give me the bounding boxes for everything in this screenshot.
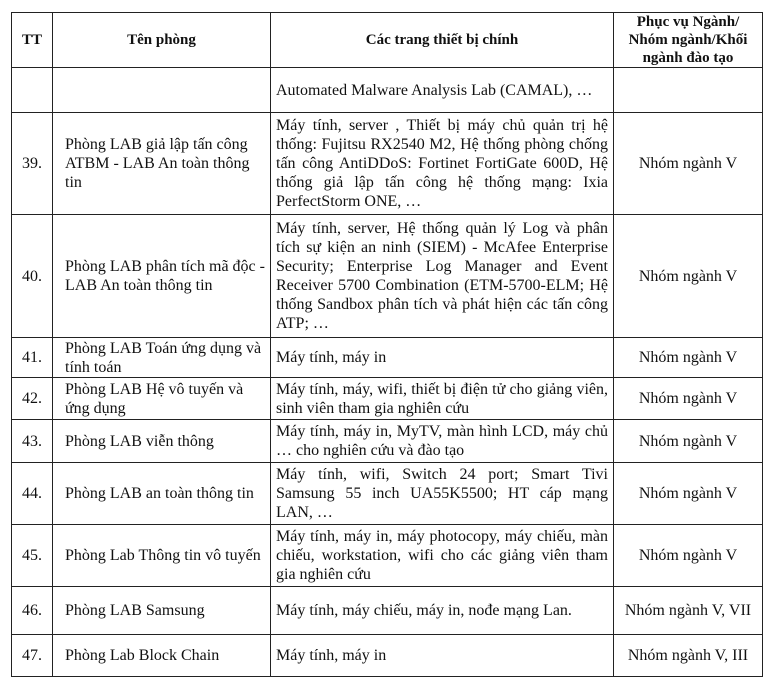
- training-group: Nhóm ngành V: [614, 215, 763, 338]
- equipment-list: Máy tính, máy in: [271, 635, 614, 677]
- table-row: [12, 525, 763, 587]
- equipment-list: Máy tính, máy, wifi, thiết bị điện tử cho giảng viên, sinh viên tham gia nghiên cứu: [271, 378, 614, 420]
- training-group: Nhóm ngành V: [614, 338, 763, 378]
- table-row: [12, 113, 763, 215]
- row-number: 39.: [12, 113, 53, 215]
- row-number: 40.: [12, 215, 53, 338]
- equipment-list: Máy tính, wifi, Switch 24 port; Smart Tivi Samsung 55 inch UA55K5500; HT cáp mạng LAN, …: [271, 463, 614, 525]
- row-number: 45.: [12, 525, 53, 587]
- equipment-list: Máy tính, máy chiếu, máy in, nođe mạng Lan.: [271, 587, 614, 635]
- header-tt: TT: [12, 13, 53, 68]
- equipment-list: Máy tính, server , Thiết bị máy chủ quản trị hệ thống: Fujitsu RX2540 M2, Hệ thống phòng chống tấn công AntiDDoS: Fortinet FortiGate 600D, Hệ thống giả lập tấn công hệ thống mạng: Ixia PerfectStorm ONE, …: [271, 113, 614, 215]
- row-number: 44.: [12, 463, 53, 525]
- header-equipment: Các trang thiết bị chính: [271, 13, 614, 68]
- table-row: [12, 378, 763, 420]
- table-row: [12, 463, 763, 525]
- equipment-list: Automated Malware Analysis Lab (CAMAL), …: [271, 68, 614, 113]
- equipment-list: Máy tính, máy in, MyTV, màn hình LCD, máy chủ … cho nghiên cứu và đào tạo: [271, 420, 614, 463]
- room-name: [53, 68, 271, 113]
- training-group: Nhóm ngành V: [614, 378, 763, 420]
- header-room-name: Tên phòng: [53, 13, 271, 68]
- table-header-row: [12, 13, 763, 68]
- equipment-list: Máy tính, máy in: [271, 338, 614, 378]
- training-group: Nhóm ngành V, VII: [614, 587, 763, 635]
- room-name: Phòng LAB Toán ứng dụng và tính toán: [53, 338, 271, 378]
- row-number: 43.: [12, 420, 53, 463]
- table-row: [12, 68, 763, 113]
- equipment-list: Máy tính, máy in, máy photocopy, máy chiếu, màn chiếu, workstation, wifi cho các giảng viên tham gia nghiên cứu: [271, 525, 614, 587]
- header-training-group: Phục vụ Ngành/ Nhóm ngành/Khối ngành đào tạo: [614, 13, 763, 68]
- table-row: [12, 215, 763, 338]
- room-name: Phòng Lab Block Chain: [53, 635, 271, 677]
- training-group: Nhóm ngành V, III: [614, 635, 763, 677]
- row-number: 47.: [12, 635, 53, 677]
- room-name: Phòng LAB phân tích mã độc - LAB An toàn thông tin: [53, 215, 271, 338]
- table-row: [12, 420, 763, 463]
- room-name: Phòng LAB an toàn thông tin: [53, 463, 271, 525]
- lab-equipment-table: [11, 12, 763, 677]
- row-number: [12, 68, 53, 113]
- table-row: [12, 635, 763, 677]
- room-name: Phòng LAB Hệ vô tuyến và ứng dụng: [53, 378, 271, 420]
- training-group: Nhóm ngành V: [614, 463, 763, 525]
- training-group: Nhóm ngành V: [614, 113, 763, 215]
- room-name: Phòng LAB Samsung: [53, 587, 271, 635]
- row-number: 42.: [12, 378, 53, 420]
- room-name: Phòng LAB viễn thông: [53, 420, 271, 463]
- table-row: [12, 587, 763, 635]
- room-name: Phòng Lab Thông tin vô tuyến: [53, 525, 271, 587]
- row-number: 46.: [12, 587, 53, 635]
- room-name: Phòng LAB giả lập tấn công ATBM - LAB An toàn thông tin: [53, 113, 271, 215]
- training-group: [614, 68, 763, 113]
- table-row: [12, 338, 763, 378]
- equipment-list: Máy tính, server, Hệ thống quản lý Log và phân tích sự kiện an ninh (SIEM) - McAfee Enterprise Security; Enterprise Log Manager and Event Receiver 5700 Combination (ETM-5700-ELM; Hệ thống Sandbox phân tích và phát hiện các tấn công ATP; …: [271, 215, 614, 338]
- training-group: Nhóm ngành V: [614, 525, 763, 587]
- row-number: 41.: [12, 338, 53, 378]
- training-group: Nhóm ngành V: [614, 420, 763, 463]
